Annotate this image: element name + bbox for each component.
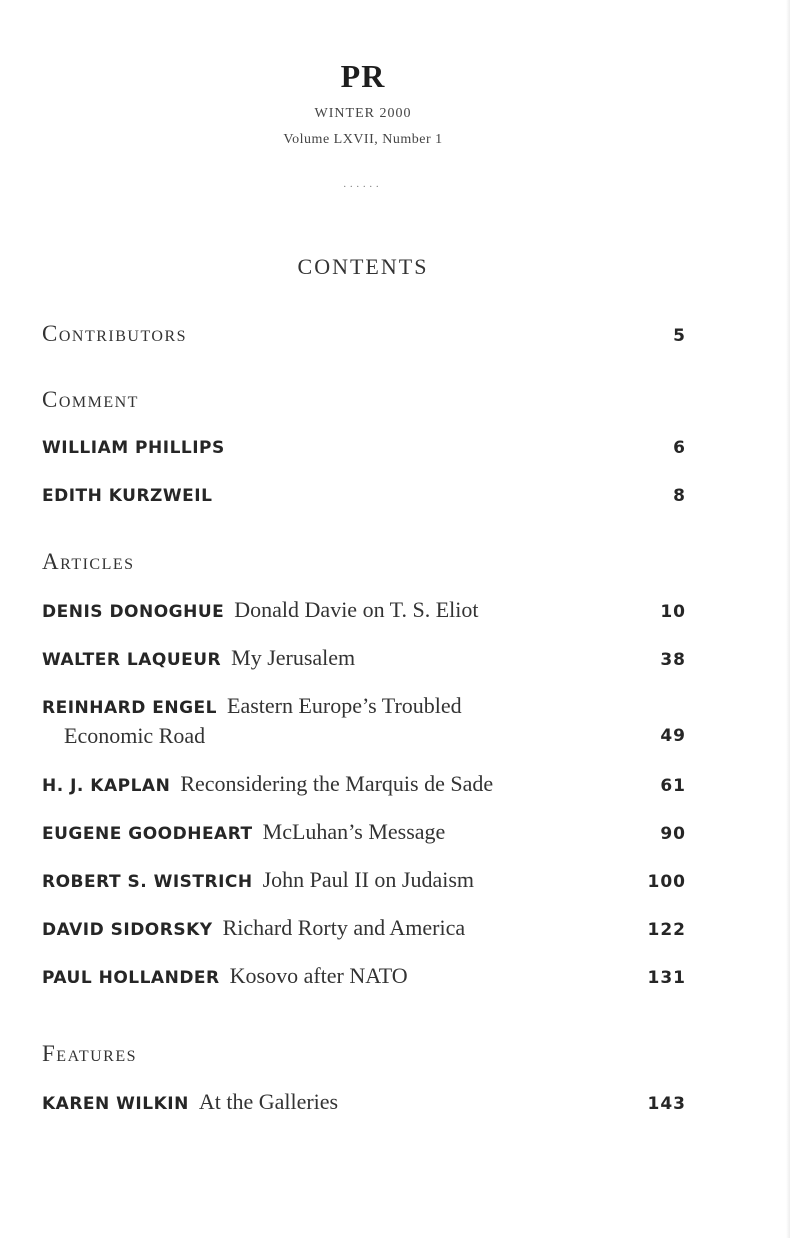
toc-entry[interactable] [42, 692, 686, 750]
section-heading-features: Features [42, 1041, 138, 1066]
issue-volume: Volume LXVII, Number 1 [283, 132, 443, 147]
page-number: 8 [673, 486, 686, 506]
entry-title: John Paul II on Judaism [262, 867, 475, 892]
section-heading-articles: Articles [42, 549, 135, 574]
entry-author: H. J. KAPLAN [42, 776, 171, 796]
entry-author: WILLIAM PHILLIPS [42, 438, 225, 458]
toc-entry[interactable] [42, 596, 686, 626]
toc-entry[interactable] [42, 914, 686, 944]
entry-author: DENIS DONOGHUE [42, 602, 225, 622]
toc-entry[interactable] [42, 770, 686, 800]
entry-title: My Jerusalem [231, 645, 356, 670]
contents-heading: CONTENTS [297, 254, 429, 279]
toc-entry[interactable] [42, 482, 686, 510]
page-number: 5 [673, 326, 686, 346]
section-heading-comment: Comment [42, 387, 139, 412]
entry-title: McLuhan’s Message [262, 819, 446, 844]
toc-entry[interactable] [42, 644, 686, 674]
entry-title-continued: Economic Road [64, 723, 206, 748]
page-number: 90 [660, 824, 686, 844]
page-edge-shadow [786, 0, 790, 1238]
page-number: 143 [647, 1094, 686, 1114]
entry-title: At the Galleries [198, 1089, 339, 1114]
page-number: 49 [660, 726, 686, 746]
toc-entry[interactable] [42, 866, 686, 896]
page-number: 61 [660, 776, 686, 796]
entry-author: PAUL HOLLANDER [42, 968, 220, 988]
entry-title: Reconsidering the Marquis de Sade [180, 771, 494, 796]
page-number: 100 [647, 872, 686, 892]
entry-title: Eastern Europe’s Troubled [227, 693, 462, 718]
masthead [0, 56, 726, 190]
entry-author: EUGENE GOODHEART [42, 824, 253, 844]
entry-author: KAREN WILKIN [42, 1094, 189, 1114]
entry-author: WALTER LAQUEUR [42, 650, 222, 670]
page-number: 131 [647, 968, 686, 988]
journal-logo: PR [340, 58, 386, 94]
toc-entry[interactable] [42, 434, 686, 462]
ornament-dots: ...... [343, 179, 383, 190]
page-number: 6 [673, 438, 686, 458]
page-number: 10 [660, 602, 686, 622]
entry-author: EDITH KURZWEIL [42, 486, 213, 506]
entry-author: DAVID SIDORSKY [42, 920, 213, 940]
toc-entry-contributors[interactable] [42, 320, 686, 350]
section-heading-contributors: Contributors [42, 321, 188, 346]
entry-title: Donald Davie on T. S. Eliot [234, 597, 479, 622]
entry-title: Richard Rorty and America [222, 915, 466, 940]
entry-author: REINHARD ENGEL [42, 698, 217, 718]
issue-season: WINTER 2000 [314, 106, 412, 121]
toc-entry[interactable] [42, 962, 686, 992]
entry-author: ROBERT S. WISTRICH [42, 872, 253, 892]
toc-entry[interactable] [42, 1088, 686, 1118]
page-number: 38 [660, 650, 686, 670]
toc-entry[interactable] [42, 818, 686, 848]
entry-title: Kosovo after NATO [229, 963, 408, 988]
page-number: 122 [647, 920, 686, 940]
